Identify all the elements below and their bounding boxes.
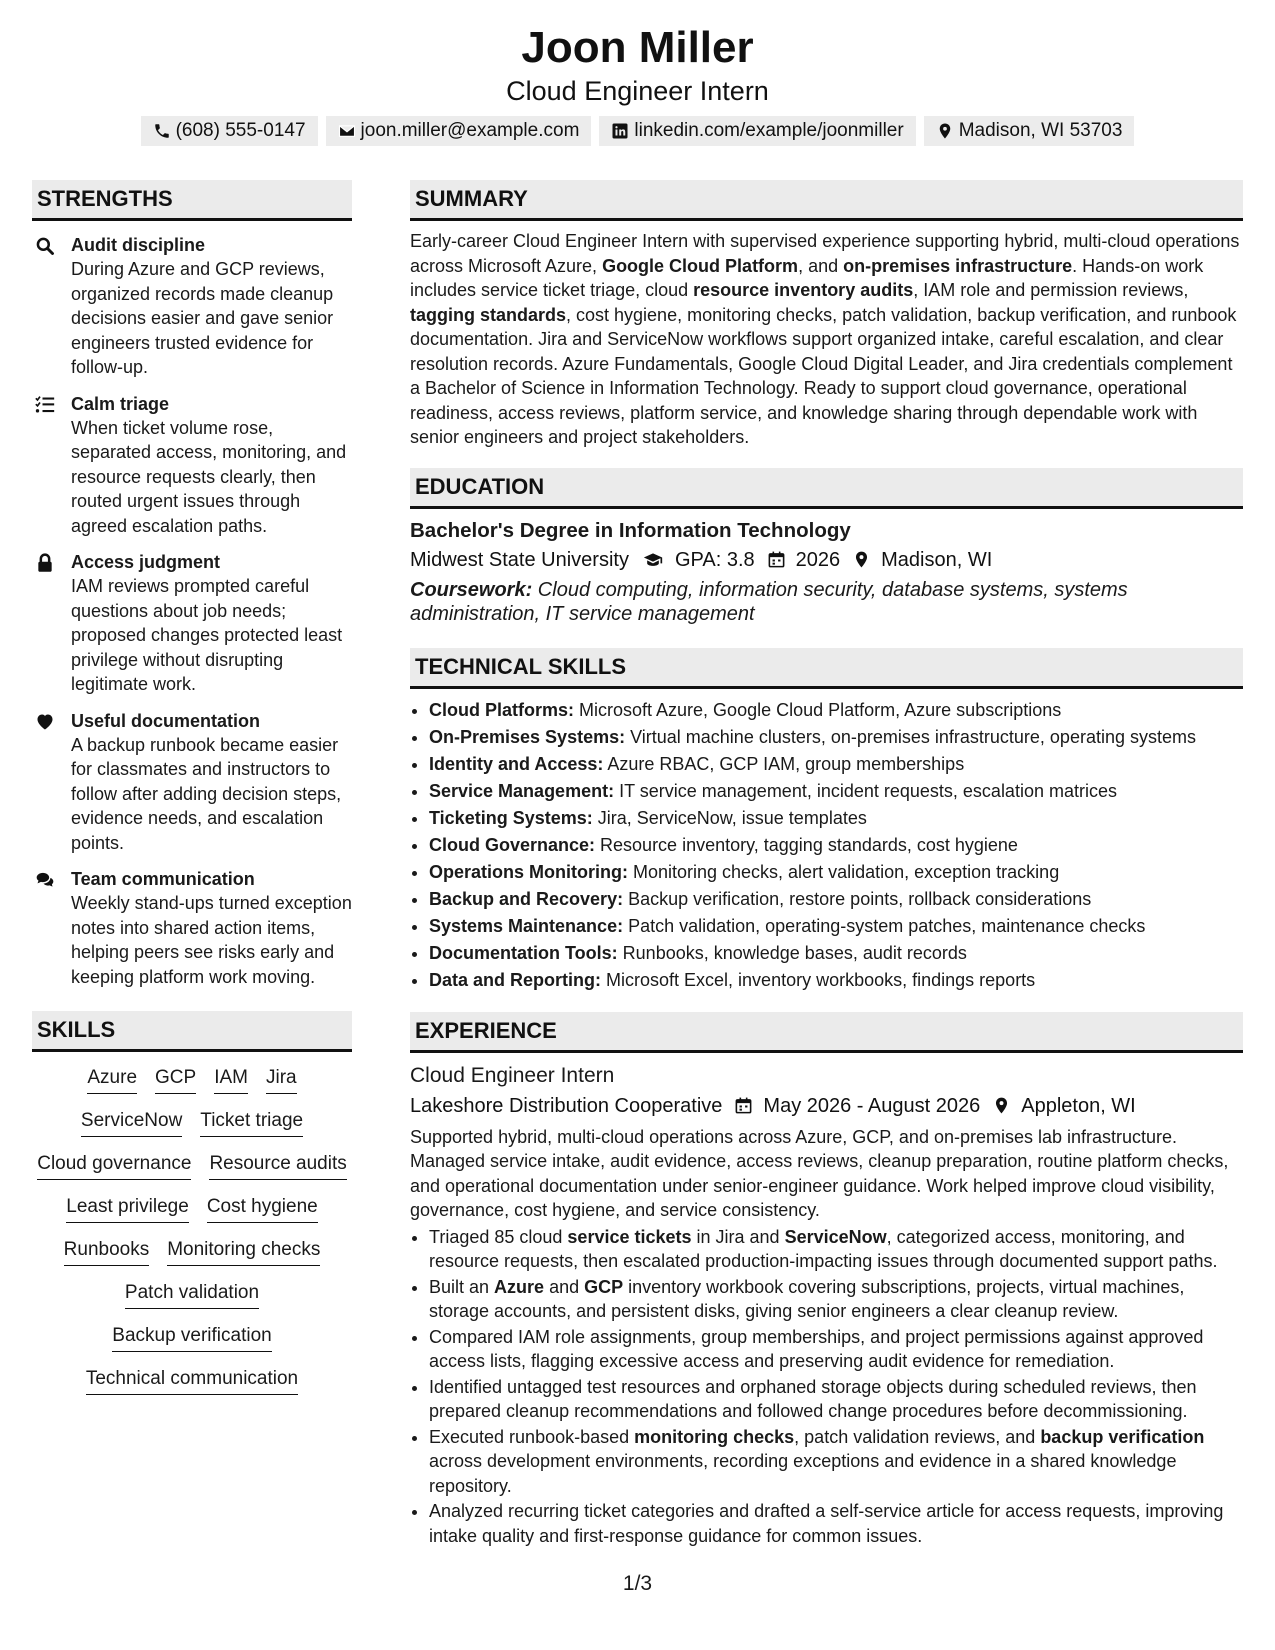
strength-item (32, 867, 352, 989)
gpa-text: GPA: 3.8 (674, 548, 755, 571)
text-run: Compared IAM role assignments, group memberships, and project permissions against approved access lists, flagging excessive access and preserving audit evidence for remediation. (429, 1326, 1204, 1371)
technical-skill-item (429, 859, 1243, 886)
text-run: and (544, 1276, 585, 1297)
contact-email[interactable] (326, 116, 592, 146)
heart-icon (35, 712, 55, 732)
linkedin-icon (611, 122, 629, 140)
phone-text: (608) 555-0147 (175, 120, 306, 141)
strength-title: Team communication (71, 869, 255, 889)
technical-skill-value: Microsoft Azure, Google Cloud Platform, Azure subscriptions (574, 699, 1062, 720)
skill-row (125, 1281, 259, 1309)
phone-icon (153, 122, 171, 140)
text-run: , categorized access, monitoring, and resource requests, then escalated production-impacting issues through documented support paths. (429, 1226, 1218, 1271)
emphasis-text: monitoring checks (634, 1426, 795, 1447)
skill-row (37, 1152, 347, 1180)
strength-desc: A backup runbook became easier for classmates and instructors to follow after adding decision steps, evidence needs, and escalation points. (71, 734, 342, 853)
checklist-icon (35, 395, 55, 415)
envelope-icon (338, 122, 356, 140)
skill-tag: Technical communication (86, 1367, 298, 1395)
technical-skill-label: Operations Monitoring: (429, 861, 628, 882)
graduation-cap-icon (641, 550, 665, 570)
technical-skill-item (429, 886, 1243, 913)
emphasis-text: tagging standards (410, 304, 567, 325)
experience-bullet (429, 1325, 1243, 1374)
technical-skill-label: Service Management: (429, 780, 615, 801)
skill-tag: Resource audits (209, 1152, 346, 1180)
skill-tag: Cost hygiene (207, 1195, 318, 1223)
skill-tag: Azure (87, 1066, 137, 1094)
emphasis-text: backup verification (1040, 1426, 1205, 1447)
technical-skill-label: Ticketing Systems: (429, 807, 593, 828)
coursework (410, 578, 1243, 626)
skill-row (86, 1367, 298, 1395)
technical-skill-item (429, 697, 1243, 724)
technical-skills-list (410, 697, 1243, 994)
skill-row (66, 1195, 317, 1223)
map-pin-icon (936, 122, 954, 140)
experience-heading: EXPERIENCE (410, 1012, 1243, 1053)
job-location: Appleton, WI (1021, 1094, 1136, 1117)
experience-bullets (410, 1225, 1243, 1549)
technical-skill-label: Data and Reporting: (429, 969, 602, 990)
technical-skill-value: Microsoft Excel, inventory workbooks, findings reports (601, 969, 1036, 990)
experience-bullet (429, 1499, 1243, 1548)
technical-skill-value: Virtual machine clusters, on-premises infrastructure, operating systems (625, 726, 1196, 747)
candidate-title: Cloud Engineer Intern (506, 76, 769, 106)
emphasis-text: resource inventory audits (693, 280, 914, 300)
skill-tag: Least privilege (66, 1195, 189, 1223)
education-heading: EDUCATION (410, 468, 1243, 509)
school-location: Madison, WI (881, 548, 993, 571)
text-run: , patch validation reviews, and (794, 1426, 1041, 1447)
text-run: , and (798, 255, 844, 276)
resume-header (0, 0, 1275, 146)
emphasis-text: Azure (494, 1276, 545, 1297)
location-text: Madison, WI 53703 (958, 120, 1123, 141)
skill-tag: Runbooks (64, 1238, 150, 1266)
skill-tag: Monitoring checks (167, 1238, 320, 1266)
skill-row (87, 1066, 296, 1094)
skill-row (81, 1109, 303, 1137)
skill-tag: IAM (214, 1066, 248, 1094)
technical-skill-value: Jira, ServiceNow, issue templates (592, 807, 867, 828)
technical-skill-value: Patch validation, operating-system patches, maintenance checks (623, 915, 1146, 936)
strength-item (32, 392, 352, 539)
technical-skill-value: IT service management, incident requests, escalation matrices (614, 780, 1117, 801)
technical-skill-item (429, 913, 1243, 940)
strength-title: Audit discipline (71, 235, 206, 255)
text-run: Built an (429, 1276, 495, 1297)
strength-desc: Weekly stand-ups turned exception notes into shared action items, helping peers see risks early and keeping platform work moving. (71, 893, 352, 987)
technical-skill-value: Resource inventory, tagging standards, cost hygiene (595, 834, 1018, 855)
strength-item (32, 233, 352, 380)
technical-skill-value: Monitoring checks, alert validation, exception tracking (627, 861, 1060, 882)
strength-desc: During Azure and GCP reviews, organized records made cleanup decisions easier and gave senior engineers trusted evidence for follow-up. (71, 259, 334, 377)
candidate-name: Joon Miller (521, 23, 754, 72)
emphasis-text: Google Cloud Platform (602, 255, 799, 276)
job-description: Supported hybrid, multi-cloud operations across Azure, GCP, and on-premises lab infrastructure. Managed service intake, audit evidence, access reviews, cleanup preparation, routine platform checks, and operational documentation under senior-engineer guidance. Work helped improve cloud visibility, governance, cost hygiene, and service consistency. (410, 1126, 1229, 1220)
strength-item (32, 550, 352, 697)
emphasis-text: service tickets (567, 1226, 692, 1247)
strength-title: Access judgment (71, 552, 221, 572)
coursework-label: Coursework: (410, 578, 533, 601)
coursework-text: Cloud computing, information security, database systems, systems administration, IT service management (410, 578, 1128, 625)
text-run: . Hands-on work includes service ticket triage, cloud (410, 255, 1204, 300)
skill-tag: ServiceNow (81, 1109, 182, 1137)
right-column (410, 180, 1243, 1549)
text-run: , cost hygiene, monitoring checks, patch validation, backup verification, and runbook documentation. Jira and ServiceNow workflows support organized intake, careful escalation, and clear resolution records. Azure Fundamentals, Google Cloud Digital Leader, and Jira credentials complement a Bachelor of Science in Information Technology. Ready to support cloud governance, operational readiness, access reviews, platform service, and knowledge sharing through dependable work with senior engineers and project stakeholders. (410, 304, 1237, 447)
email-text: joon.miller@example.com (360, 120, 580, 141)
summary-text (410, 229, 1243, 450)
left-column (32, 180, 352, 1395)
experience-bullet (429, 1225, 1243, 1274)
skill-tag: Backup verification (112, 1324, 271, 1352)
technical-skill-label: Systems Maintenance: (429, 915, 624, 936)
job-meta (410, 1091, 1243, 1121)
strength-item (32, 709, 352, 856)
calendar-icon (767, 550, 786, 569)
skill-row (64, 1238, 321, 1266)
technical-skill-label: On-Premises Systems: (429, 726, 626, 747)
skill-tag: Ticket triage (200, 1109, 303, 1137)
skill-tag: Cloud governance (37, 1152, 191, 1180)
technical-skill-item (429, 751, 1243, 778)
technical-skill-item (429, 967, 1243, 994)
text-run: across development environments, recording exceptions and evidence in a shared knowledge repository. (429, 1451, 1177, 1496)
experience-bullet (429, 1375, 1243, 1424)
skills-list (32, 1066, 352, 1395)
degree-title: Bachelor's Degree in Information Technology (410, 518, 851, 542)
technical-skill-label: Documentation Tools: (429, 942, 618, 963)
technical-skill-label: Backup and Recovery: (429, 888, 624, 909)
text-run: Identified untagged test resources and orphaned storage objects during scheduled reviews, then prepared cleanup recommendations and followed change procedures before decommissioning. (429, 1376, 1197, 1421)
strength-title: Useful documentation (71, 710, 261, 731)
graduation-year: 2026 (795, 548, 841, 571)
strengths-heading: STRENGTHS (32, 180, 352, 221)
text-run: Early-career Cloud Engineer Intern with supervised experience supporting hybrid, multi-cloud operations across Microsoft Azure, (410, 231, 1240, 276)
map-pin-icon (992, 1096, 1011, 1115)
text-run: inventory workbook covering subscriptions, projects, virtual machines, storage accounts, and persistent disks, giving senior engineers a clear cleanup review. (429, 1276, 1185, 1321)
technical-skill-value: Runbooks, knowledge bases, audit records (617, 942, 967, 963)
skill-tag: GCP (155, 1066, 196, 1094)
technical-skill-item (429, 832, 1243, 859)
technical-skill-value: Azure RBAC, GCP IAM, group memberships (603, 753, 965, 774)
chat-icon (35, 870, 55, 890)
technical-skills-heading: TECHNICAL SKILLS (410, 648, 1243, 689)
skill-tag: Patch validation (125, 1281, 259, 1309)
job-dates: May 2026 - August 2026 (763, 1094, 981, 1117)
strength-desc: IAM reviews prompted careful questions about job needs; proposed changes protected least privilege without disrupting legitimate work. (71, 576, 343, 694)
strength-desc: When ticket volume rose, separated access, monitoring, and resource requests clearly, then routed urgent issues through agreed escalation paths. (71, 417, 347, 536)
text-run: Triaged 85 cloud (429, 1226, 568, 1247)
technical-skill-item (429, 778, 1243, 805)
skill-row (112, 1324, 271, 1352)
contact-linkedin[interactable] (599, 116, 915, 146)
text-run: , IAM role and permission reviews, (913, 280, 1189, 300)
skills-heading: SKILLS (32, 1011, 352, 1052)
emphasis-text: on-premises infrastructure (843, 255, 1073, 276)
contact-bar (0, 116, 1275, 146)
emphasis-text: GCP (584, 1276, 624, 1297)
technical-skill-item (429, 805, 1243, 832)
text-run: Analyzed recurring ticket categories and drafted a self-service article for access requests, improving intake quality and first-response guidance for common issues. (429, 1501, 1224, 1546)
strength-title: Calm triage (71, 393, 170, 414)
map-pin-icon (852, 550, 871, 569)
contact-phone[interactable] (141, 116, 318, 146)
text-run: in Jira and (691, 1226, 785, 1247)
education-meta (410, 545, 1243, 575)
page-number: 1/3 (622, 1572, 653, 1595)
text-run: Executed runbook-based (429, 1426, 635, 1447)
lock-icon (35, 553, 55, 573)
school-name: Midwest State University (410, 548, 629, 571)
summary-heading: SUMMARY (410, 180, 1243, 221)
experience-bullet (429, 1425, 1243, 1499)
company-name: Lakeshore Distribution Cooperative (410, 1094, 723, 1117)
technical-skill-label: Cloud Governance: (429, 834, 596, 855)
job-title: Cloud Engineer Intern (410, 1063, 615, 1087)
search-icon (35, 236, 55, 256)
technical-skill-item (429, 724, 1243, 751)
technical-skill-item (429, 940, 1243, 967)
experience-bullet (429, 1275, 1243, 1324)
calendar-icon (734, 1096, 753, 1115)
technical-skill-label: Cloud Platforms: (429, 699, 575, 720)
technical-skill-value: Backup verification, restore points, rollback considerations (623, 888, 1092, 909)
emphasis-text: ServiceNow (784, 1226, 887, 1247)
contact-location[interactable] (924, 116, 1135, 146)
technical-skill-label: Identity and Access: (429, 753, 604, 774)
skill-tag: Jira (266, 1066, 297, 1094)
linkedin-text: linkedin.com/example/joonmiller (634, 120, 904, 141)
